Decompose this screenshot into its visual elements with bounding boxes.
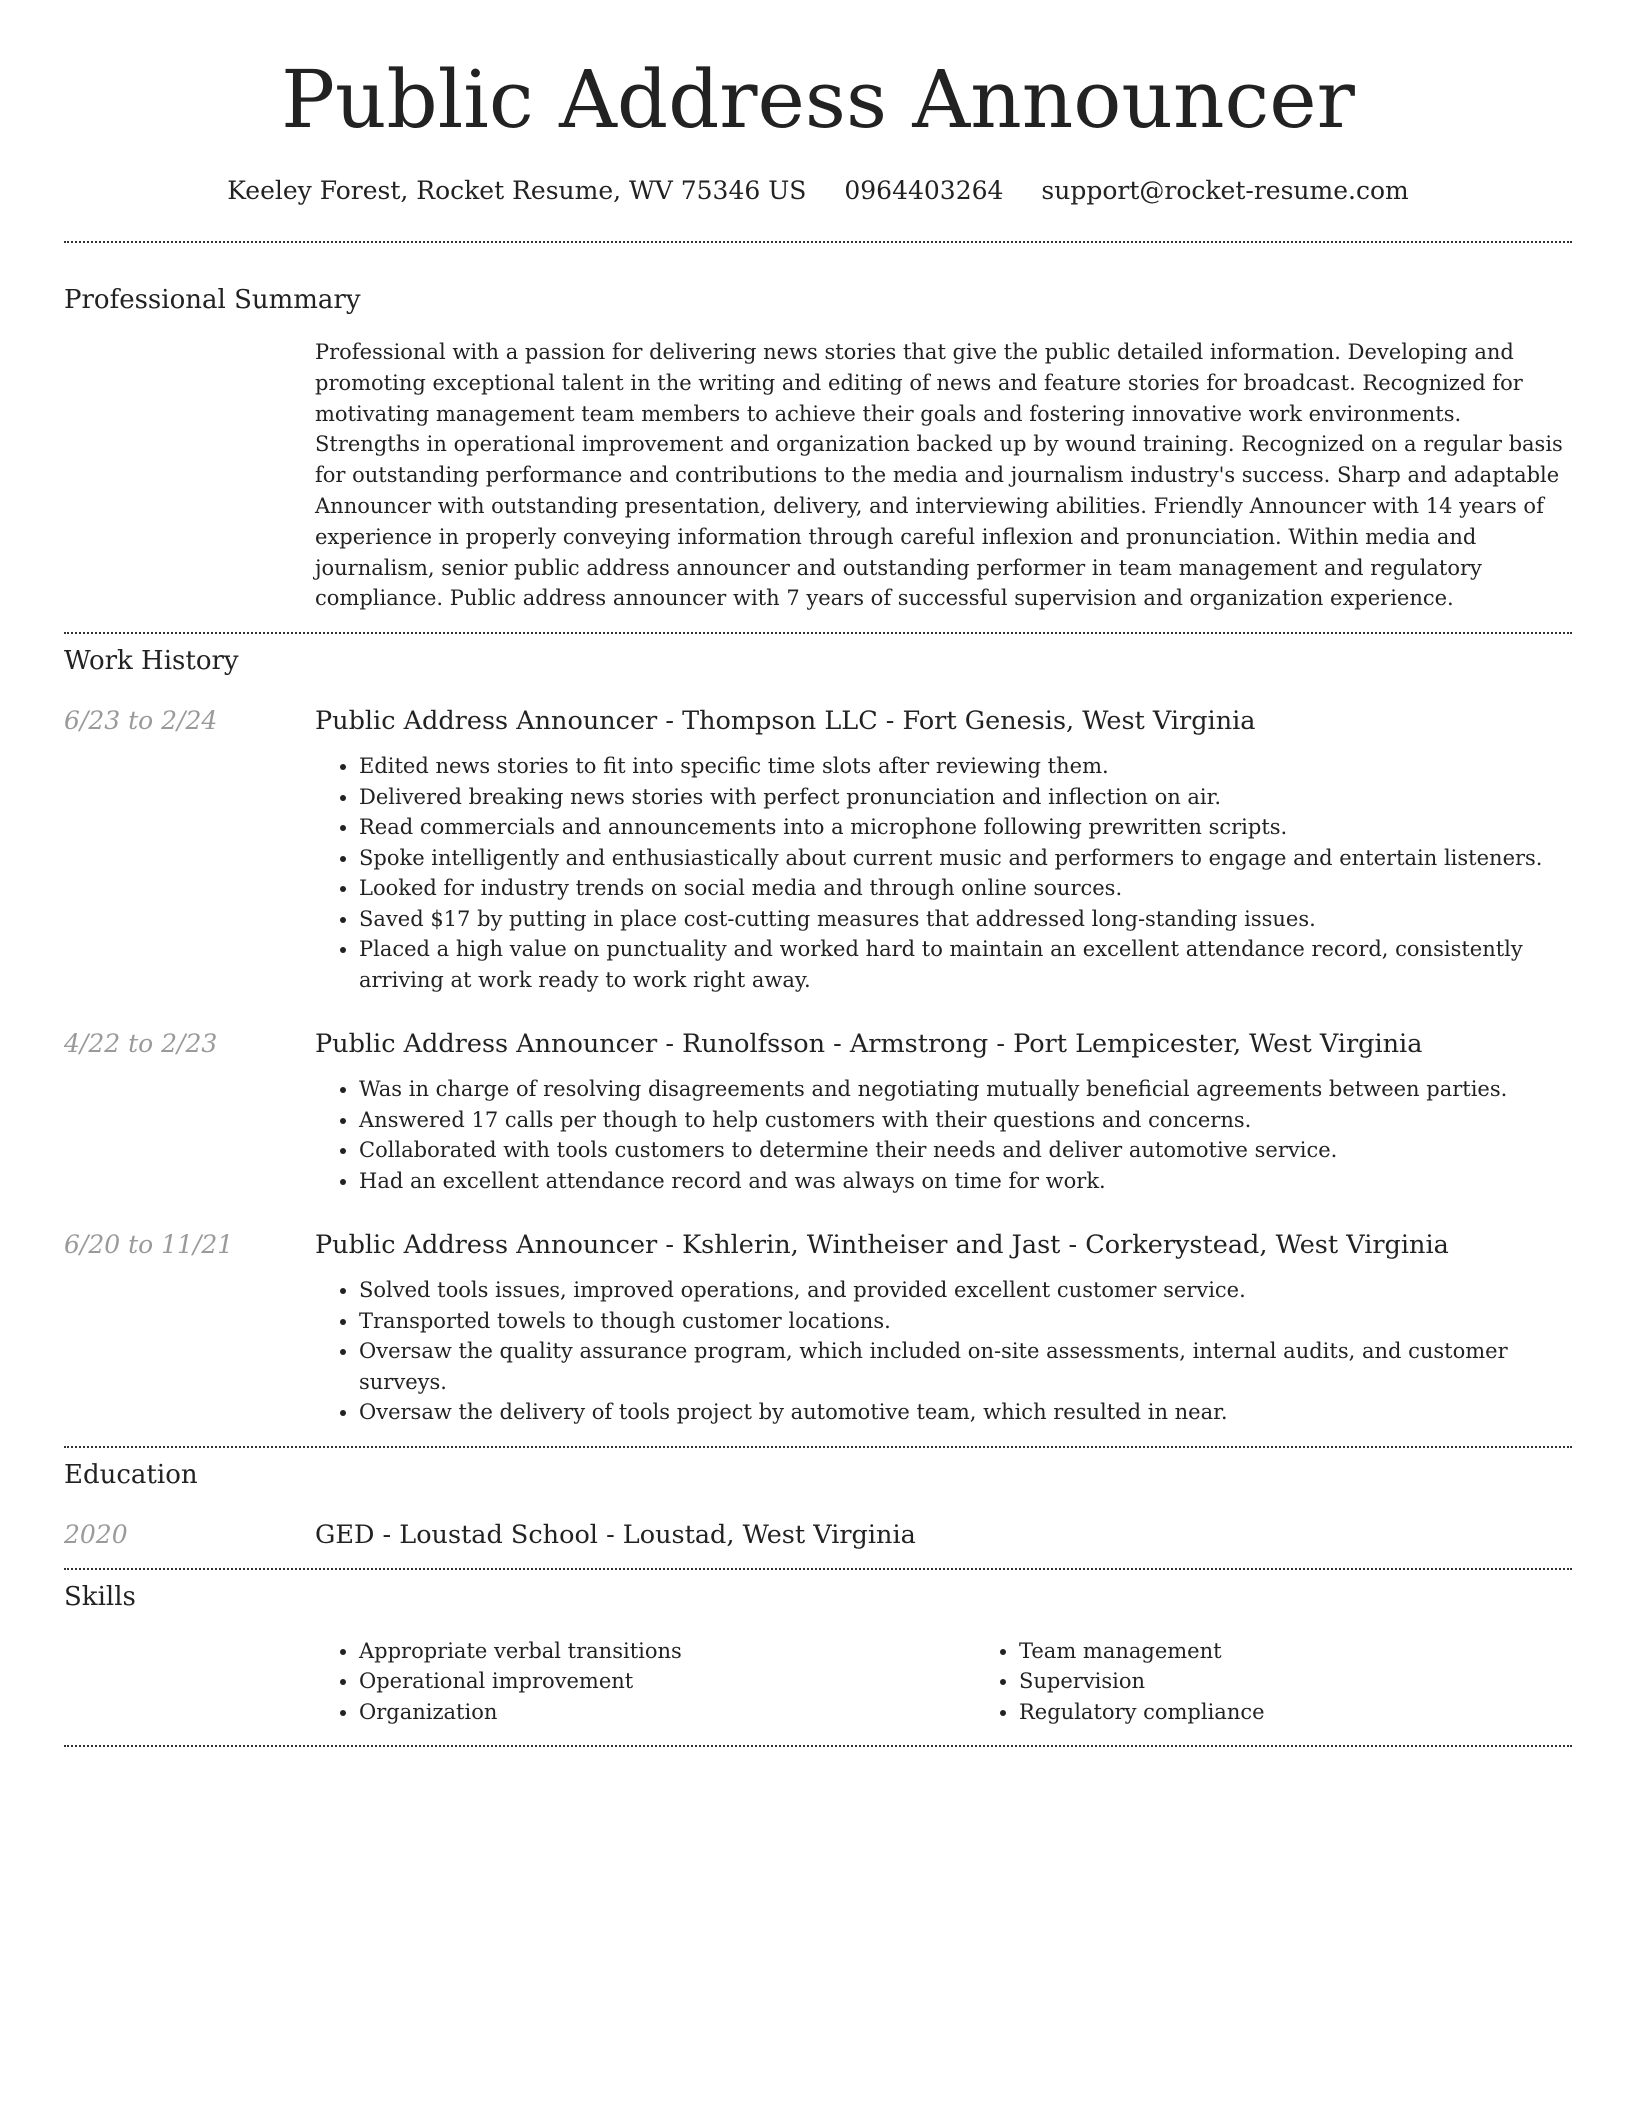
job-bullets — [315, 751, 1572, 995]
job-bullet: • Looked for industry trends on social media and through online sources. — [359, 873, 1572, 904]
job-dates: 6/23 to 2/24 — [64, 706, 218, 736]
job-entry — [64, 706, 1572, 995]
skills-list — [315, 1636, 1572, 1728]
job-heading: Public Address Announcer - Thompson LLC - Fort Genesis, West Virginia — [315, 706, 1256, 737]
job-bullet: • Read commercials and announcements into a microphone following prewritten scripts. — [359, 812, 1572, 843]
skill-item: • Operational improvement — [359, 1666, 975, 1697]
education-year: 2020 — [64, 1519, 128, 1549]
section-title-skills: Skills — [64, 1581, 136, 1612]
resume-page — [64, 0, 1572, 1747]
divider — [64, 1446, 1572, 1448]
skill-item: • Regulatory compliance — [1019, 1697, 1632, 1728]
job-bullet: • Was in charge of resolving disagreements and negotiating mutually beneficial agreements between parties. — [359, 1074, 1572, 1105]
contact-line — [64, 176, 1572, 205]
section-title-education: Education — [64, 1459, 198, 1490]
job-dates: 6/20 to 11/21 — [64, 1230, 234, 1260]
skills-column — [315, 1636, 975, 1728]
job-bullet: • Saved $17 by putting in place cost-cutting measures that addressed long-standing issues. — [359, 904, 1572, 935]
job-bullet: • Oversaw the delivery of tools project by automotive team, which resulted in near. — [359, 1397, 1572, 1428]
job-bullet: • Edited news stories to fit into specific time slots after reviewing them. — [359, 751, 1572, 782]
resume-name: Public Address Announcer — [281, 53, 1355, 146]
education-heading: GED - Loustad School - Loustad, West Virginia — [315, 1519, 916, 1550]
job-bullets — [315, 1074, 1572, 1196]
job-bullet: • Transported towels to though customer locations. — [359, 1306, 1572, 1337]
divider — [64, 632, 1572, 634]
job-dates: 4/22 to 2/23 — [64, 1029, 218, 1059]
job-bullet: • Solved tools issues, improved operations, and provided excellent customer service. — [359, 1275, 1572, 1306]
job-entry — [64, 1230, 1572, 1428]
skill-item: • Supervision — [1019, 1666, 1632, 1697]
summary-text: Professional with a passion for delivering news stories that give the public detailed information. Developing and promoting exceptional talent in the writing and editing of news and feature stories for broadcast. Recognized for motivating management team members to achieve their goals and fostering innovative work environments. Strengths in operational improvement and organization backed up by wound training. Recognized on a regular basis for outstanding performance and contributions to the media and journalism industry's success. Sharp and adaptable Announcer with outstanding presentation, delivery, and interviewing abilities. Friendly Announcer with 14 years of experience in properly conveying information through careful inflexion and pronunciation. Within media and journalism, senior public address announcer and outstanding performer in team management and regulatory compliance. Public address announcer with 7 years of successful supervision and organization experience. — [315, 340, 1563, 611]
job-bullet: • Had an excellent attendance record and was always on time for work. — [359, 1166, 1572, 1197]
divider — [64, 1568, 1572, 1570]
job-heading: Public Address Announcer - Runolfsson - Armstrong - Port Lempicester, West Virginia — [315, 1029, 1423, 1060]
section-title-work-history: Work History — [64, 646, 239, 677]
job-entry — [64, 1029, 1572, 1196]
job-bullets — [315, 1275, 1572, 1428]
contact-email: support@rocket-resume.com — [1041, 176, 1409, 205]
job-bullet: • Answered 17 calls per though to help customers with their questions and concerns. — [359, 1105, 1572, 1136]
skills-column — [975, 1636, 1632, 1728]
divider — [64, 1745, 1572, 1747]
divider — [64, 241, 1572, 243]
section-title-summary: Professional Summary — [64, 285, 361, 315]
education-entry — [64, 1520, 1572, 1550]
job-bullet: • Spoke intelligently and enthusiastically about current music and performers to engage and entertain listeners. — [359, 843, 1572, 874]
contact-phone: 0964403264 — [844, 176, 1004, 205]
skill-item: • Appropriate verbal transitions — [359, 1636, 975, 1667]
skill-item: • Organization — [359, 1697, 975, 1728]
job-bullet: • Delivered breaking news stories with perfect pronunciation and inflection on air. — [359, 782, 1572, 813]
contact-address: Keeley Forest, Rocket Resume, WV 75346 US — [227, 176, 807, 205]
job-bullet: • Oversaw the quality assurance program, which included on-site assessments, internal audits, and customer surveys. — [359, 1336, 1572, 1397]
skill-item: • Team management — [1019, 1636, 1632, 1667]
job-heading: Public Address Announcer - Kshlerin, Wintheiser and Jast - Corkerystead, West Virginia — [315, 1230, 1449, 1261]
job-bullet: • Placed a high value on punctuality and worked hard to maintain an excellent attendance record, consistently arriving at work ready to work right away. — [359, 934, 1572, 995]
job-bullet: • Collaborated with tools customers to determine their needs and deliver automotive service. — [359, 1135, 1572, 1166]
